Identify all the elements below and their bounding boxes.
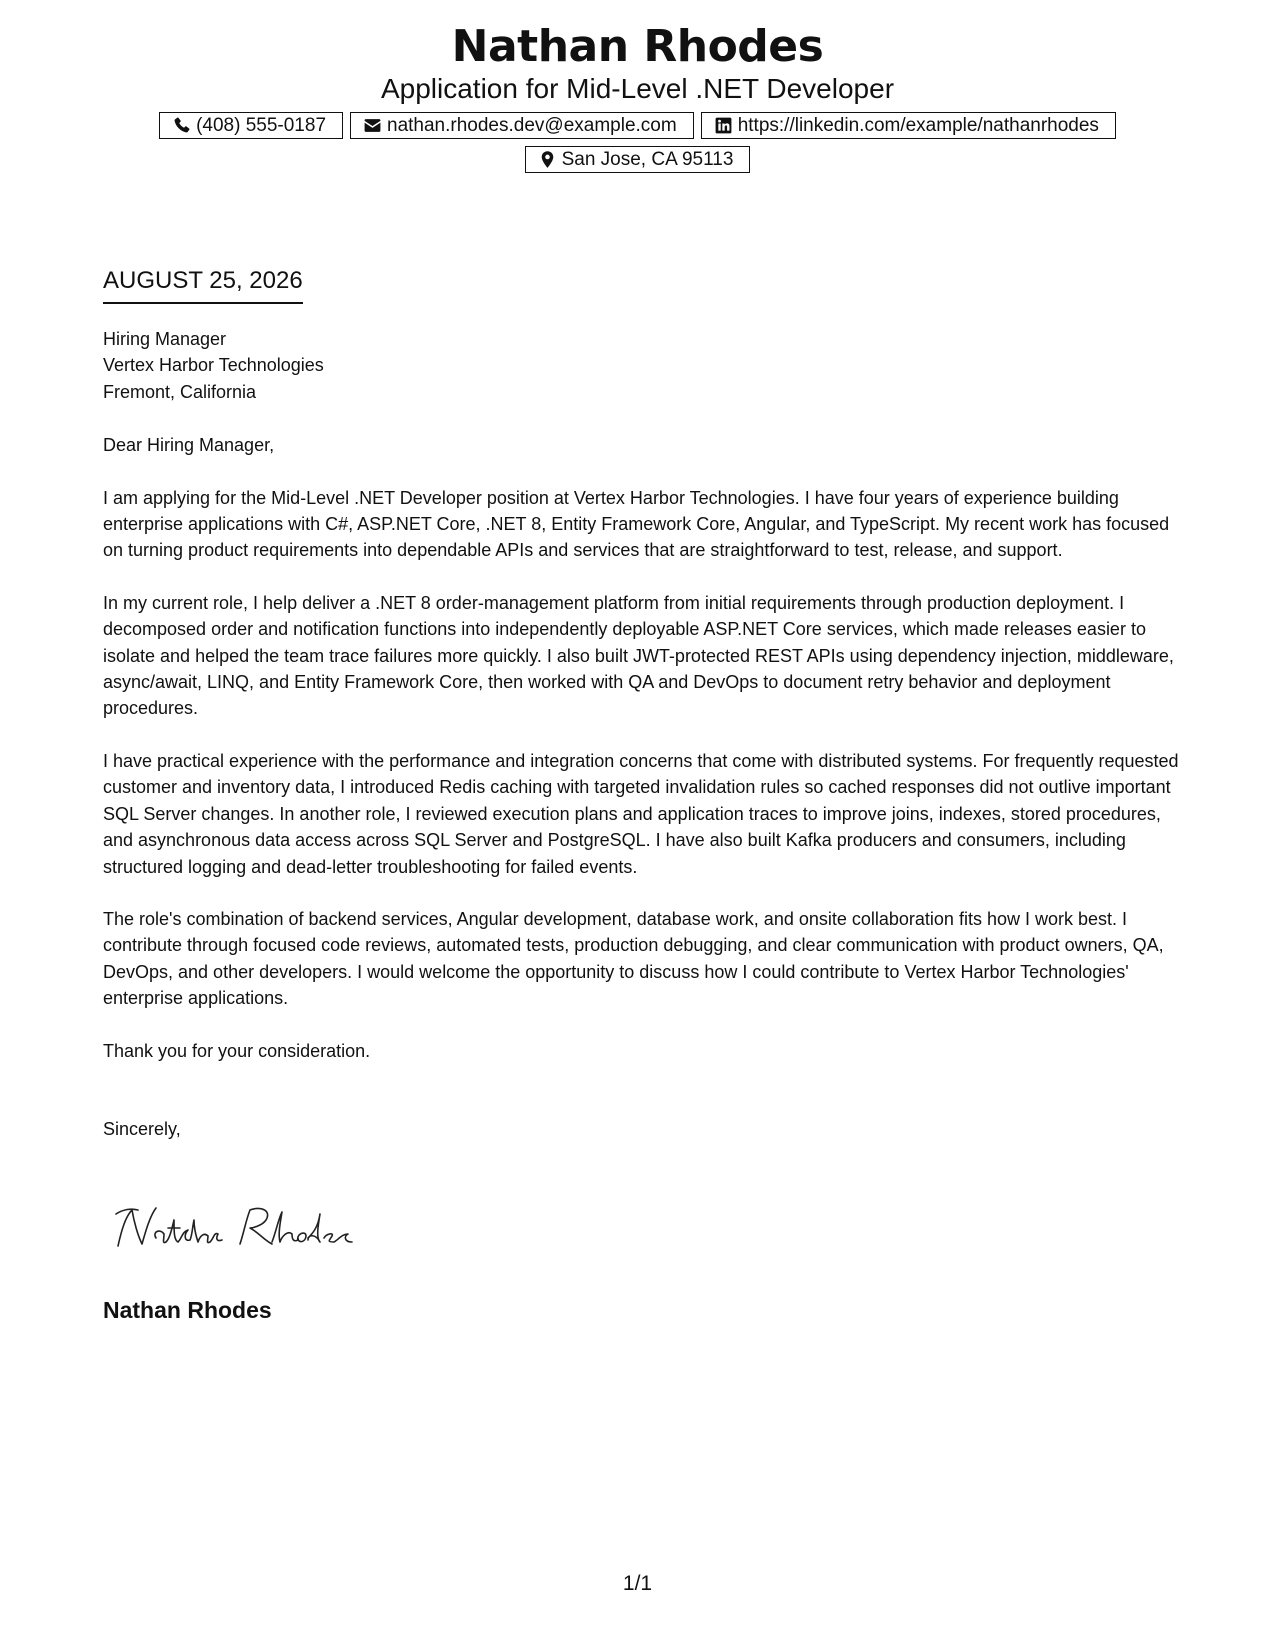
applicant-name: Nathan Rhodes	[451, 21, 824, 72]
phone-text: (408) 555-0187	[196, 114, 327, 136]
paragraph-1: I am applying for the Mid-Level .NET Developer position at Vertex Harbor Technologies. I have four years of experience building enterprise applications with C#, ASP.NET Core, .NET 8, Entity Framework Core, Angular, and TypeScript. My recent work has focused on turning product requirements into dependable APIs and services that are straightforward to test, release, and support.	[103, 487, 1170, 561]
recipient-block	[103, 326, 1183, 405]
closing-thanks: Thank you for your consideration.	[103, 1040, 371, 1061]
linkedin-chip[interactable]	[701, 112, 1116, 139]
application-subtitle: Application for Mid-Level .NET Developer	[380, 73, 895, 104]
email-chip[interactable]	[350, 112, 694, 139]
date-block	[103, 266, 303, 304]
closing-sincerely: Sincerely,	[103, 1118, 181, 1139]
email-text: nathan.rhodes.dev@example.com	[387, 114, 677, 136]
linkedin-icon	[714, 116, 733, 135]
letter-date: AUGUST 25, 2026	[103, 266, 303, 304]
paragraph-2: In my current role, I help deliver a .NET 8 order-management platform from initial requirements through production deployment. I decomposed order and notification functions into independently deployable ASP.NET Core services, which made releases easier to isolate and helped the team trace failures more quickly. I also built JWT-protected REST APIs using dependency injection, middleware, async/await, LINQ, and Entity Framework Core, then worked with QA and DevOps to document retry behavior and deployment procedures.	[103, 592, 1174, 719]
page-number: 1/1	[622, 1572, 653, 1595]
linkedin-text: https://linkedin.com/example/nathanrhodes	[737, 114, 1099, 136]
handwritten-signature	[112, 1198, 362, 1258]
map-marker-icon	[538, 150, 557, 169]
signer-name: Nathan Rhodes	[103, 1297, 272, 1323]
location-chip[interactable]	[525, 146, 751, 173]
recipient-location: Fremont, California	[103, 381, 257, 402]
contact-row-1	[0, 112, 1275, 139]
paragraph-3: I have practical experience with the performance and integration concerns that come with distributed systems. For frequently requested customer and inventory data, I introduced Redis caching with targeted invalidation rules so cached responses did not outlive important SQL Server changes. In another role, I reviewed execution plans and application traces to improve joins, indexes, stored procedures, and asynchronous data access across SQL Server and PostgreSQL. I have also built Kafka producers and consumers, including structured logging and dead-letter troubleshooting for failed events.	[103, 750, 1179, 877]
paragraph-4: The role's combination of backend services, Angular development, database work, and onsite collaboration fits how I work best. I contribute through focused code reviews, automated tests, production debugging, and clear communication with product owners, QA, DevOps, and other developers. I would welcome the opportunity to discuss how I could contribute to Vertex Harbor Technologies' enterprise applications.	[103, 908, 1164, 1009]
location-text: San Jose, CA 95113	[561, 148, 734, 170]
recipient-company: Vertex Harbor Technologies	[103, 355, 324, 376]
phone-icon	[172, 116, 191, 135]
letter-header	[0, 20, 1275, 173]
phone-chip[interactable]	[159, 112, 343, 139]
contact-row-2	[0, 146, 1275, 173]
salutation: Dear Hiring Manager,	[103, 435, 275, 456]
recipient-title: Hiring Manager	[103, 329, 227, 349]
envelope-icon	[363, 116, 382, 135]
letter-body	[103, 326, 1183, 1142]
